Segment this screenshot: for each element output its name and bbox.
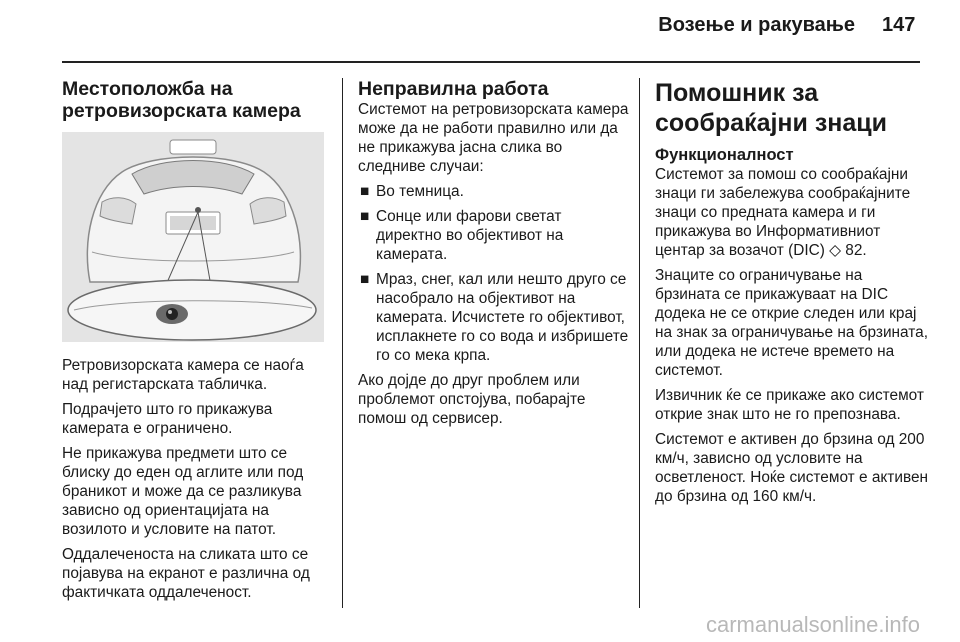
subheading-functionality: Функционалност bbox=[655, 146, 794, 164]
header-divider bbox=[62, 61, 920, 63]
column-traffic-sign-assistant bbox=[655, 78, 931, 512]
column-divider bbox=[639, 78, 640, 608]
section-heading-camera-location: Местоположба на ретровизорската камера bbox=[62, 78, 301, 122]
list-item: ■ Во темница. bbox=[360, 183, 464, 200]
watermark: carmanualsonline.info bbox=[705, 612, 920, 637]
paragraph: Извичник ќе се прикаже ако системот открие знак што не го препознава. bbox=[655, 387, 924, 423]
rear-camera-figure bbox=[62, 132, 324, 342]
bullet-icon: ■ bbox=[360, 208, 370, 225]
paragraph: Знаците со ограничување на брзината се прикажуваат на DIC додека не се открие следен или крај на знак за ограничување на брзината, или додека не истече времето на системот. bbox=[655, 267, 928, 379]
list-item: ■ Мраз, снег, кал или нешто друго се насобрало на објективот на камерата. Исчистете го објективот, исплакнете го со вода и избришете го со мека крпа. bbox=[360, 271, 629, 364]
bullet-icon: ■ bbox=[360, 271, 370, 288]
rear-car-camera-illustration bbox=[62, 132, 324, 342]
column-camera-location bbox=[62, 78, 330, 608]
section-heading-malfunction: Неправилна работа bbox=[358, 78, 549, 100]
paragraph: Системот на ретровизорската камера може да не работи правилно или да не прикажува јасна слика во следниве случаи: bbox=[358, 101, 629, 175]
list-item: ■ Сонце или фарови светат директно во објективот на камерата. bbox=[360, 208, 564, 263]
column-divider bbox=[342, 78, 343, 608]
paragraph: Ако дојде до друг проблем или проблемот опстојува, побарајте помош од сервисер. bbox=[358, 372, 586, 427]
page-header-title: Возење и ракување bbox=[658, 14, 855, 36]
bullet-icon: ■ bbox=[360, 183, 370, 200]
paragraph: Не прикажува предмети што се блиску до еден од аглите или под браникот и може да се разликува зависно од ориентацијата на возилото и условите на патот. bbox=[62, 445, 304, 538]
page-reference: 82. bbox=[845, 242, 867, 259]
column-malfunction bbox=[358, 78, 630, 434]
paragraph: Оддалеченоста на сликата што се појавува на екранот е различна од фактичката оддалеченост. bbox=[62, 546, 310, 601]
paragraph: Ретровизорската камера се наоѓа над регистарската табличка. bbox=[62, 357, 304, 393]
paragraph: Подрачјето што го прикажува камерата е ограничено. bbox=[62, 401, 273, 437]
paragraph: Системот за помош со сообраќајни знаци ги забележува сообраќајните знаци со предната камера и ги прикажува во Информативниот центар за возачот (DIC) ◇ 82. bbox=[655, 166, 911, 259]
bullet-list bbox=[358, 182, 630, 365]
page-number: 147 bbox=[882, 14, 916, 36]
page-reference-icon: ◇ bbox=[829, 242, 841, 259]
section-heading-traffic-sign-assistant: Помошник за сообраќајни знаци bbox=[655, 79, 888, 137]
paragraph: Системот е активен до брзина од 200 км/ч, зависно од условите на осветленост. Ноќе системот е активен до брзина од 160 км/ч. bbox=[655, 431, 929, 505]
